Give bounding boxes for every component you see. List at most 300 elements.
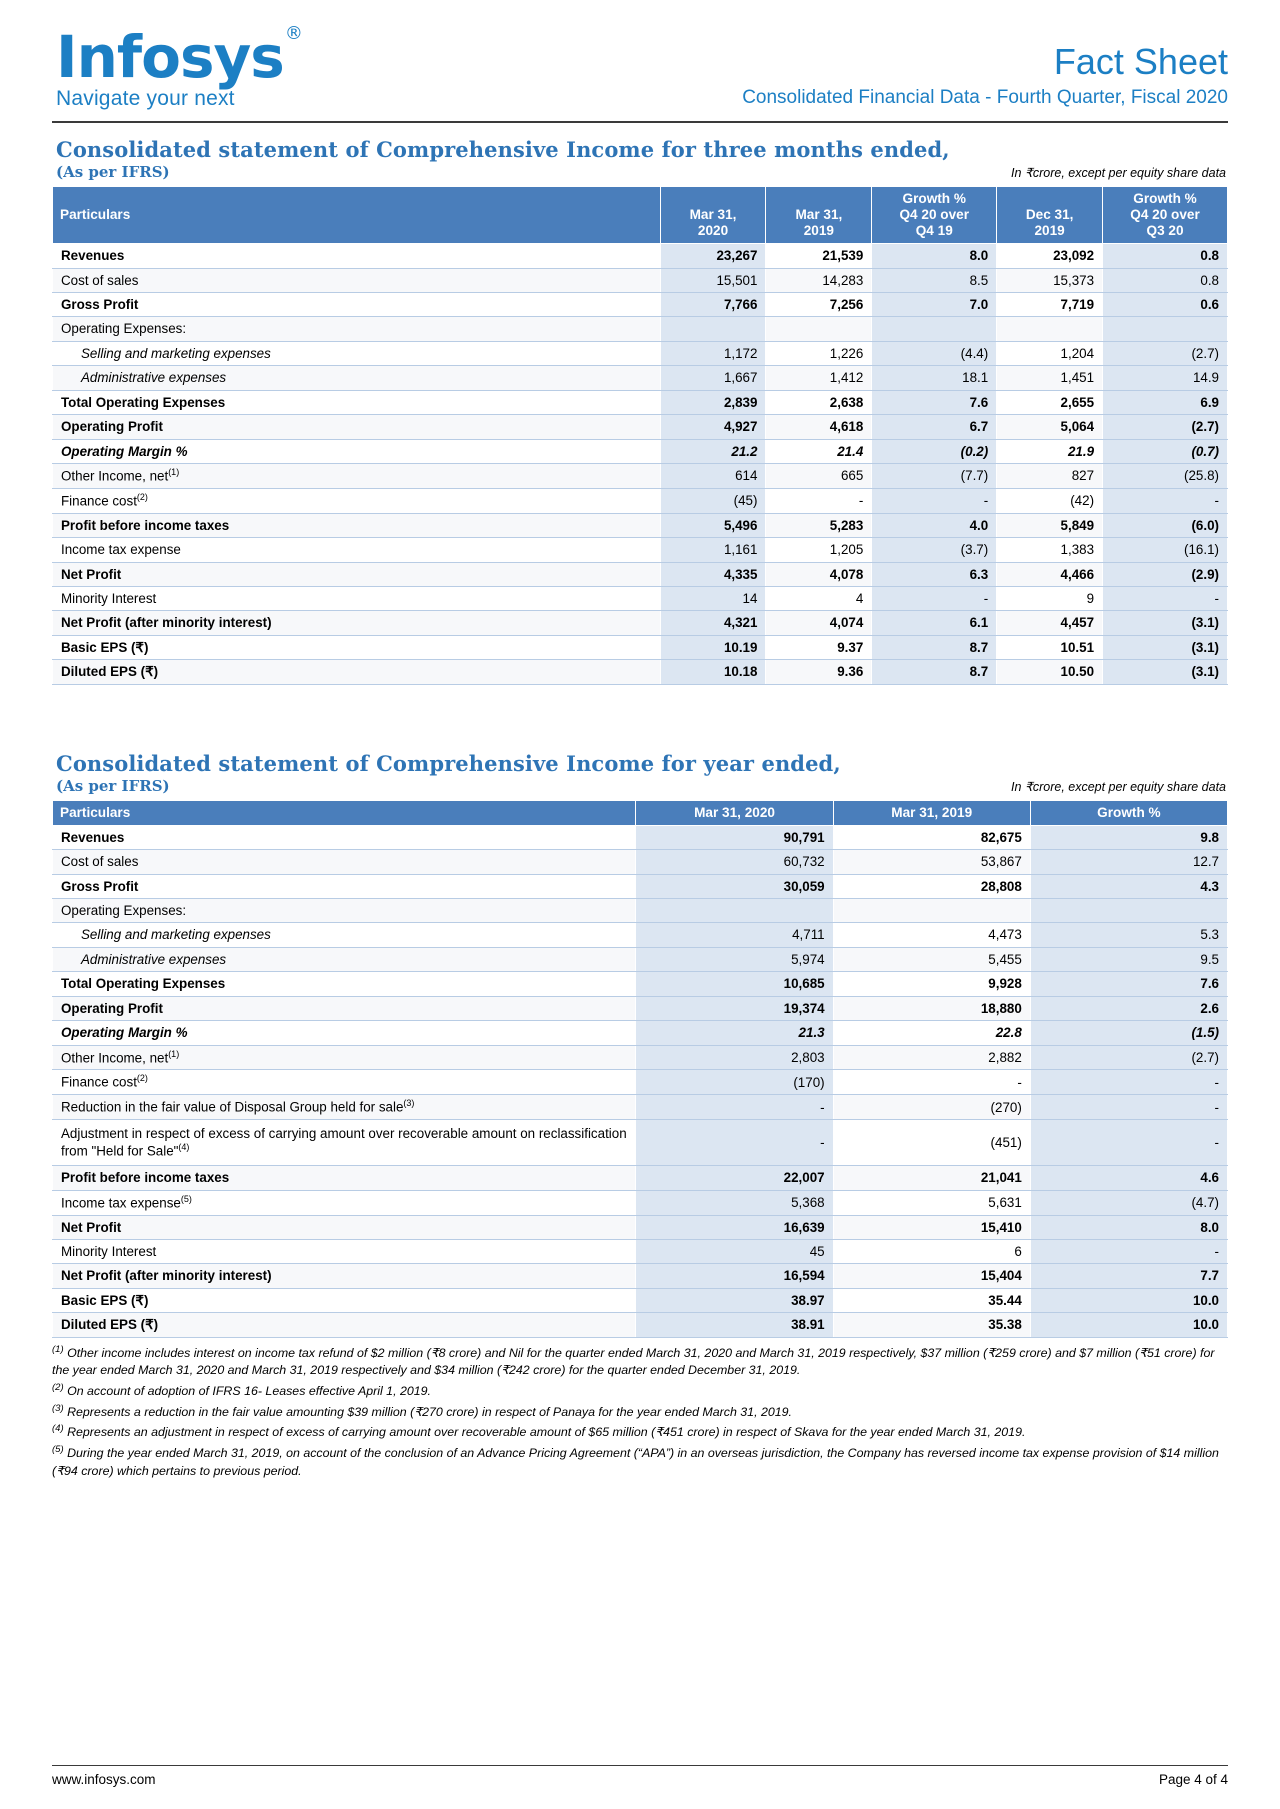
col-header-mar-2019: Mar 31, 2019: [833, 800, 1030, 825]
col-header-line: Mar 31,: [689, 207, 737, 223]
row-label: Net Profit: [53, 562, 661, 586]
row-value: [872, 317, 997, 341]
row-label: Other Income, net$^{(1)}$: [53, 1045, 636, 1070]
row-value: 19,374: [636, 996, 833, 1020]
row-value: 35.38: [833, 1313, 1030, 1337]
row-label: Selling and marketing expenses: [53, 923, 636, 947]
row-value: 7.7: [1030, 1264, 1227, 1288]
row-value: 10,685: [636, 972, 833, 996]
row-value: 9.36: [766, 660, 872, 684]
row-value: [660, 317, 766, 341]
row-value: (270): [833, 1095, 1030, 1120]
row-label: Net Profit: [53, 1215, 636, 1239]
col-header-line: 2020: [697, 223, 729, 239]
row-value: 9.8: [1030, 825, 1227, 849]
row-value: 8.0: [1030, 1215, 1227, 1239]
row-value: 4,335: [660, 562, 766, 586]
footnote-text: Represents an adjustment in respect of excess of carrying amount over recoverable amount of $65 million (₹451 crore) in respect of Skava for the year ended March 31, 2019.: [63, 1425, 1026, 1440]
row-value: 15,373: [997, 268, 1103, 292]
row-value: 6.3: [872, 562, 997, 586]
row-value: 4,074: [766, 611, 872, 635]
quarter-income-table: [52, 186, 1228, 685]
table-row: [53, 439, 1228, 463]
row-value: 6: [833, 1239, 1030, 1263]
row-value: (2.9): [1103, 562, 1228, 586]
row-value: 7.0: [872, 293, 997, 317]
row-label: Profit before income taxes: [53, 1166, 636, 1190]
row-label: Operating Expenses:: [53, 899, 636, 923]
quarter-section-subtitle: (As per IFRS): [56, 163, 170, 182]
col-header-growth-q4-over-q3: [1103, 187, 1228, 244]
row-value: 35.44: [833, 1288, 1030, 1312]
row-value: -: [872, 488, 997, 513]
page-footer: [52, 1765, 1228, 1787]
row-label: Total Operating Expenses: [53, 390, 661, 414]
row-value: 1,226: [766, 341, 872, 365]
row-value: (16.1): [1103, 538, 1228, 562]
col-header-line: 2019: [803, 223, 834, 239]
row-value: 4,927: [660, 415, 766, 439]
row-value: 1,383: [997, 538, 1103, 562]
row-value: 18.1: [872, 366, 997, 390]
row-value: 18,880: [833, 996, 1030, 1020]
row-value: (3.1): [1103, 635, 1228, 659]
footer-website[interactable]: www.infosys.com: [52, 1772, 156, 1787]
row-value: 12.7: [1030, 850, 1227, 874]
footnote-marker: (4): [178, 1142, 190, 1153]
year-units-note: In ₹crore, except per equity share data: [1010, 779, 1226, 794]
row-value: 21.3: [636, 1021, 833, 1045]
row-value: 0.8: [1103, 268, 1228, 292]
col-header-line: Mar 31,: [795, 207, 843, 223]
table-row: [53, 1313, 1228, 1337]
row-value: 5,631: [833, 1190, 1030, 1215]
row-value: 0.6: [1103, 293, 1228, 317]
row-value: 1,667: [660, 366, 766, 390]
row-value: 614: [660, 463, 766, 488]
table-row: [53, 1288, 1228, 1312]
header-divider: [52, 121, 1228, 123]
row-value: 4,711: [636, 923, 833, 947]
table-row: [53, 947, 1228, 971]
col-header-line: Dec 31,: [1025, 207, 1074, 223]
col-header-line: Q4 19: [915, 223, 953, 239]
row-value: 8.5: [872, 268, 997, 292]
row-label: Net Profit (after minority interest): [53, 1264, 636, 1288]
row-value: 90,791: [636, 825, 833, 849]
row-label: Reduction in the fair value of Disposal Group held for sale$^{(3)}$: [53, 1095, 636, 1120]
row-value: 4,321: [660, 611, 766, 635]
row-value: 15,501: [660, 268, 766, 292]
row-value: -: [833, 1070, 1030, 1095]
row-value: (42): [997, 488, 1103, 513]
row-value: (2.7): [1103, 415, 1228, 439]
table-row: [53, 463, 1228, 488]
footnote-marker: (5): [52, 1444, 64, 1456]
footnote-item: [52, 1343, 1228, 1380]
row-value: -: [1030, 1095, 1227, 1120]
row-value: 10.50: [997, 660, 1103, 684]
row-value: 5,974: [636, 947, 833, 971]
row-value: -: [872, 587, 997, 611]
footer-page-number: Page 4 of 4: [1158, 1772, 1228, 1787]
row-label: Diluted EPS (₹): [53, 1313, 636, 1337]
col-header-line: Q3 20: [1146, 223, 1184, 239]
row-value: 1,412: [766, 366, 872, 390]
row-label: Operating Margin %: [53, 439, 661, 463]
row-value: 4.3: [1030, 874, 1227, 898]
row-value: (7.7): [872, 463, 997, 488]
row-value: 21,041: [833, 1166, 1030, 1190]
row-label: Income tax expense$^{(5)}$: [53, 1190, 636, 1215]
quarter-section: [52, 137, 1228, 685]
header-titles: [742, 43, 1228, 111]
year-income-table: [52, 800, 1228, 1338]
footnote-item: [52, 1422, 1228, 1442]
year-section-subtitle: (As per IFRS): [56, 776, 170, 795]
row-label: Selling and marketing expenses: [53, 341, 661, 365]
row-value: 22,007: [636, 1166, 833, 1190]
row-value: (45): [660, 488, 766, 513]
row-value: (25.8): [1103, 463, 1228, 488]
table-header-row: [53, 800, 1228, 825]
year-section: [52, 751, 1228, 1338]
row-value: 10.0: [1030, 1313, 1227, 1337]
row-value: [1103, 317, 1228, 341]
col-header-mar-2019: [766, 187, 872, 244]
col-header-line: Q4 20 over: [1130, 207, 1200, 223]
col-header-mar-2020: Mar 31, 2020: [636, 800, 833, 825]
row-value: 1,161: [660, 538, 766, 562]
row-value: [636, 899, 833, 923]
row-value: 4.6: [1030, 1166, 1227, 1190]
row-label: Finance cost$^{(2)}$: [53, 488, 661, 513]
row-value: 21,539: [766, 244, 872, 268]
row-label: Other Income, net$^{(1)}$: [53, 463, 661, 488]
row-value: 5.3: [1030, 923, 1227, 947]
table-row: [53, 390, 1228, 414]
row-value: 7,719: [997, 293, 1103, 317]
section-gap: [52, 685, 1228, 751]
row-value: 10.0: [1030, 1288, 1227, 1312]
row-value: 82,675: [833, 825, 1030, 849]
page-header: [52, 22, 1228, 117]
row-value: 21.2: [660, 439, 766, 463]
table-row: [53, 1095, 1228, 1120]
row-label: Revenues: [53, 825, 636, 849]
row-value: -: [636, 1120, 833, 1166]
footnote-marker: (1): [52, 1343, 64, 1355]
row-value: 5,455: [833, 947, 1030, 971]
col-header-dec-2019: [997, 187, 1103, 244]
quarter-section-meta: [52, 163, 1228, 182]
row-value: 30,059: [636, 874, 833, 898]
row-value: 5,496: [660, 513, 766, 537]
table-row: [53, 1190, 1228, 1215]
table-row: [53, 1166, 1228, 1190]
row-value: (3.1): [1103, 611, 1228, 635]
table-row: [53, 874, 1228, 898]
row-value: 2,655: [997, 390, 1103, 414]
year-section-title: Consolidated statement of Comprehensive Income for year ended,: [56, 750, 841, 776]
footnote-marker: (1): [168, 1048, 180, 1059]
row-value: 1,172: [660, 341, 766, 365]
row-value: 28,808: [833, 874, 1030, 898]
table-row: [53, 341, 1228, 365]
row-label: Income tax expense: [53, 538, 661, 562]
row-label: Administrative expenses: [53, 947, 636, 971]
row-label: Cost of sales: [53, 268, 661, 292]
row-value: 4,473: [833, 923, 1030, 947]
row-label: Diluted EPS (₹): [53, 660, 661, 684]
row-value: 1,451: [997, 366, 1103, 390]
footnote-marker: (2): [136, 1073, 148, 1084]
row-value: 23,092: [997, 244, 1103, 268]
row-value: (0.2): [872, 439, 997, 463]
footnote-marker: (1): [168, 466, 180, 477]
row-value: 38.91: [636, 1313, 833, 1337]
row-value: 6.7: [872, 415, 997, 439]
year-table-body: [53, 825, 1228, 1337]
logo-tagline: Navigate your next: [56, 87, 235, 111]
row-value: (1.5): [1030, 1021, 1227, 1045]
row-value: (4.7): [1030, 1190, 1227, 1215]
footnote-text: On account of adoption of IFRS 16- Leases effective April 1, 2019.: [63, 1384, 431, 1399]
row-label: Gross Profit: [53, 874, 636, 898]
row-value: -: [766, 488, 872, 513]
row-value: 21.4: [766, 439, 872, 463]
footnote-marker: (2): [52, 1381, 64, 1393]
table-row: [53, 972, 1228, 996]
row-value: 4,078: [766, 562, 872, 586]
footnote-text: During the year ended March 31, 2019, on account of the conclusion of an Advance Pricing Agreement (“APA”) in an overseas jurisdiction, the Company has reversed income tax expense provision of $14 million (₹94 crore) which pertains to previous period.: [52, 1446, 1219, 1478]
row-value: [997, 317, 1103, 341]
col-header-line: Growth %: [1133, 191, 1197, 207]
row-value: 22.8: [833, 1021, 1030, 1045]
row-label: Administrative expenses: [53, 366, 661, 390]
table-row: [53, 660, 1228, 684]
row-value: -: [1030, 1239, 1227, 1263]
footnote-item: [52, 1443, 1228, 1480]
table-row: [53, 366, 1228, 390]
row-value: 21.9: [997, 439, 1103, 463]
col-header-growth: Growth %: [1030, 800, 1227, 825]
row-value: 10.19: [660, 635, 766, 659]
footnote-marker: (3): [52, 1402, 64, 1414]
col-header-growth-q4-over-q4: [872, 187, 997, 244]
row-value: 4,618: [766, 415, 872, 439]
row-value: 2,638: [766, 390, 872, 414]
row-value: 4,457: [997, 611, 1103, 635]
row-value: 10.18: [660, 660, 766, 684]
row-value: 9.5: [1030, 947, 1227, 971]
row-label: Adjustment in respect of excess of carrying amount over recoverable amount on reclassification from "Held for Sale"$^{(4)}$: [53, 1120, 636, 1166]
row-value: 6.9: [1103, 390, 1228, 414]
logo-wordmark-text: [56, 22, 302, 91]
table-row: [53, 635, 1228, 659]
row-value: 4,466: [997, 562, 1103, 586]
table-row: [53, 1120, 1228, 1166]
row-value: 45: [636, 1239, 833, 1263]
table-row: [53, 488, 1228, 513]
row-value: 827: [997, 463, 1103, 488]
table-row: [53, 825, 1228, 849]
row-label: Minority Interest: [53, 1239, 636, 1263]
row-label: Minority Interest: [53, 587, 661, 611]
quarter-table-body: [53, 244, 1228, 685]
row-label: Revenues: [53, 244, 661, 268]
table-row: [53, 587, 1228, 611]
table-row: [53, 1239, 1228, 1263]
row-value: -: [1030, 1070, 1227, 1095]
row-value: 9: [997, 587, 1103, 611]
row-value: 1,205: [766, 538, 872, 562]
page-subtitle: Consolidated Financial Data - Fourth Quarter, Fiscal 2020: [742, 87, 1228, 109]
row-value: [1030, 899, 1227, 923]
table-row: [53, 1070, 1228, 1095]
row-value: 60,732: [636, 850, 833, 874]
row-value: -: [1030, 1120, 1227, 1166]
row-label: Operating Expenses:: [53, 317, 661, 341]
row-value: 5,849: [997, 513, 1103, 537]
row-value: 0.8: [1103, 244, 1228, 268]
row-value: 2.6: [1030, 996, 1227, 1020]
footnotes-block: [52, 1343, 1228, 1481]
row-value: (3.1): [1103, 660, 1228, 684]
col-header-line: Q4 20 over: [899, 207, 970, 223]
row-value: 7.6: [872, 390, 997, 414]
row-value: 6.1: [872, 611, 997, 635]
row-label: Operating Profit: [53, 415, 661, 439]
row-value: [833, 899, 1030, 923]
table-row: [53, 923, 1228, 947]
page-title: Fact Sheet: [1053, 41, 1228, 83]
table-row: [53, 1021, 1228, 1045]
footnote-item: [52, 1402, 1228, 1422]
table-row: [53, 899, 1228, 923]
row-value: 8.7: [872, 635, 997, 659]
row-value: -: [1103, 587, 1228, 611]
row-value: -: [1103, 488, 1228, 513]
footnote-marker: (2): [136, 491, 148, 502]
col-header-line: Growth %: [902, 191, 966, 207]
table-row: [53, 513, 1228, 537]
row-value: 4.0: [872, 513, 997, 537]
row-value: 8.0: [872, 244, 997, 268]
row-value: 4: [766, 587, 872, 611]
row-label: Gross Profit: [53, 293, 661, 317]
table-row: [53, 1045, 1228, 1070]
row-value: (2.7): [1030, 1045, 1227, 1070]
table-row: [53, 1264, 1228, 1288]
row-value: 9,928: [833, 972, 1030, 996]
row-label: Cost of sales: [53, 850, 636, 874]
table-row: [53, 293, 1228, 317]
logo-name: Infosys: [56, 23, 284, 91]
row-value: -: [636, 1095, 833, 1120]
table-row: [53, 1215, 1228, 1239]
row-label: Net Profit (after minority interest): [53, 611, 661, 635]
row-value: 16,639: [636, 1215, 833, 1239]
row-value: (4.4): [872, 341, 997, 365]
footnote-marker: (4): [52, 1423, 64, 1435]
table-row: [53, 562, 1228, 586]
row-label: Profit before income taxes: [53, 513, 661, 537]
quarter-section-title: Consolidated statement of Comprehensive Income for three months ended,: [56, 137, 950, 163]
row-value: (0.7): [1103, 439, 1228, 463]
row-value: (451): [833, 1120, 1030, 1166]
table-row: [53, 611, 1228, 635]
row-value: 5,064: [997, 415, 1103, 439]
table-row: [53, 996, 1228, 1020]
row-value: (3.7): [872, 538, 997, 562]
col-header-mar-2020: [660, 187, 766, 244]
row-value: 2,839: [660, 390, 766, 414]
row-value: 5,283: [766, 513, 872, 537]
row-value: 2,803: [636, 1045, 833, 1070]
row-value: 665: [766, 463, 872, 488]
row-value: (2.7): [1103, 341, 1228, 365]
row-label: Basic EPS (₹): [53, 635, 661, 659]
table-row: [53, 268, 1228, 292]
table-row: [53, 244, 1228, 268]
row-value: 2,882: [833, 1045, 1030, 1070]
row-value: 23,267: [660, 244, 766, 268]
row-value: 9.37: [766, 635, 872, 659]
registered-trademark-icon: ®: [284, 22, 302, 44]
row-value: 8.7: [872, 660, 997, 684]
row-label: Basic EPS (₹): [53, 1288, 636, 1312]
footnote-marker: (5): [180, 1193, 192, 1204]
row-value: 14: [660, 587, 766, 611]
row-label: Operating Margin %: [53, 1021, 636, 1045]
infosys-logo: [52, 22, 302, 111]
row-label: Operating Profit: [53, 996, 636, 1020]
row-value: 10.51: [997, 635, 1103, 659]
footnote-text: Represents a reduction in the fair value amounting $39 million (₹270 crore) in respect of Panaya for the year ended March 31, 2019.: [63, 1404, 792, 1419]
row-value: 7.6: [1030, 972, 1227, 996]
row-value: 38.97: [636, 1288, 833, 1312]
table-row: [53, 415, 1228, 439]
row-label: Total Operating Expenses: [53, 972, 636, 996]
table-row: [53, 850, 1228, 874]
row-value: 7,256: [766, 293, 872, 317]
row-value: 15,404: [833, 1264, 1030, 1288]
row-value: 1,204: [997, 341, 1103, 365]
row-value: 5,368: [636, 1190, 833, 1215]
row-value: (170): [636, 1070, 833, 1095]
row-value: 14.9: [1103, 366, 1228, 390]
table-header-row: [53, 187, 1228, 244]
footnote-text: Other income includes interest on income tax refund of $2 million (₹8 crore) and Nil for the quarter ended March 31, 2020 and March 31, 2019 respectively, $37 million (₹259 crore) and $7 million (₹51 crore) for the year ended March 31, 2020 and March 31, 2019 respectively and $34 million (₹242 crore) for the quarter ended December 31, 2019.: [52, 1345, 1215, 1378]
row-value: (6.0): [1103, 513, 1228, 537]
row-value: 7,766: [660, 293, 766, 317]
row-value: 15,410: [833, 1215, 1030, 1239]
col-header-particulars: Particulars: [53, 800, 636, 825]
row-value: [766, 317, 872, 341]
quarter-units-note: In ₹crore, except per equity share data: [1010, 166, 1226, 181]
row-label: Finance cost$^{(2)}$: [53, 1070, 636, 1095]
row-value: 53,867: [833, 850, 1030, 874]
table-row: [53, 317, 1228, 341]
col-header-line: 2019: [1034, 223, 1065, 239]
table-row: [53, 538, 1228, 562]
col-header-particulars: Particulars: [53, 187, 661, 244]
row-value: 14,283: [766, 268, 872, 292]
footnote-marker: (3): [403, 1098, 415, 1109]
year-section-meta: [52, 777, 1228, 796]
footnote-item: [52, 1381, 1228, 1401]
